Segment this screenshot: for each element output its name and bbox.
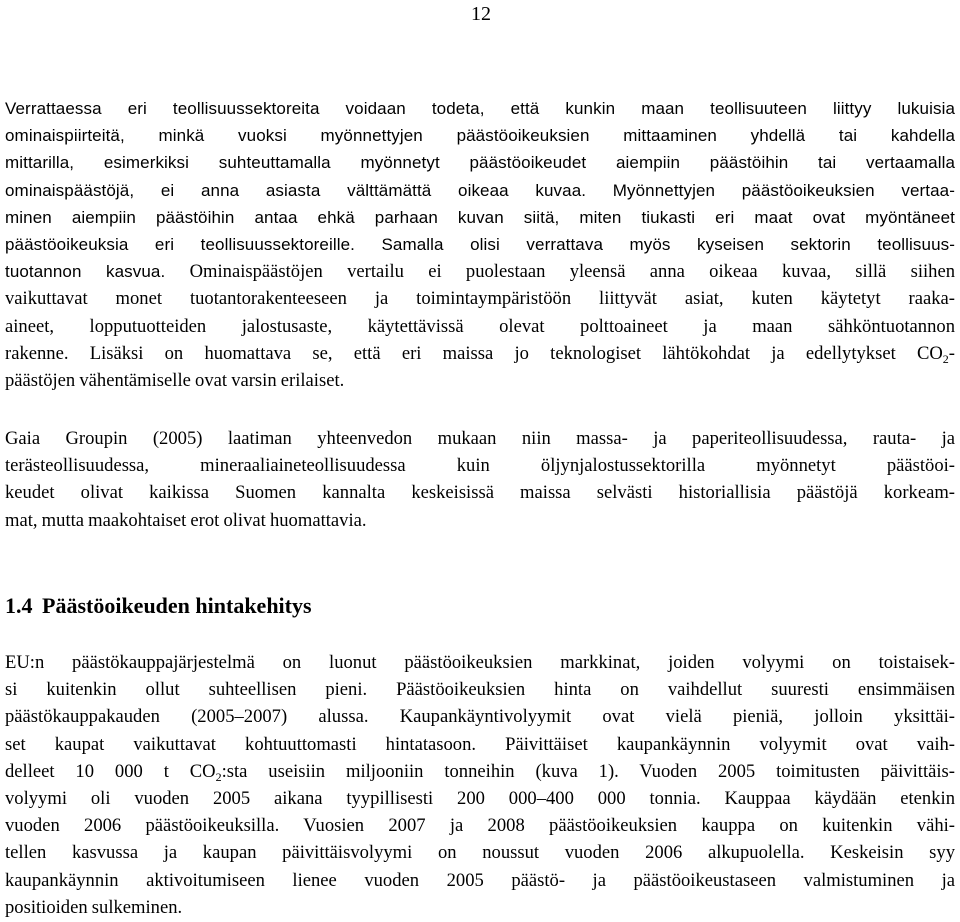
paragraph-line [5, 122, 955, 149]
paragraph-line [5, 507, 955, 534]
text-span: rakenne. Lisäksi on huomattava se, että eri maissa jo teknologiset lähtökohdat ja edellytykset CO [5, 342, 943, 364]
text-span: mittarilla, esimerkiksi suhteuttamalla myönnetyt päästöoikeudet aiempiin päästöihin tai vertaamalla [5, 153, 955, 173]
paragraph-line [5, 367, 955, 394]
text-span: ominaispäästöjä, ei anna asiasta välttämättä oikeaa kuvaa. [5, 180, 587, 200]
section-heading [5, 592, 312, 620]
text-span: päästöjen vähentämiselle ovat varsin erilaiset. [5, 369, 345, 391]
paragraph-line [5, 731, 955, 758]
text-span: EU:n päästökauppajärjestelmä on luonut päästöoikeuksien markkinat, joiden volyymi on toistaisek- [5, 652, 955, 673]
paragraph-line [5, 340, 955, 367]
paragraph-line [5, 758, 955, 785]
text-span: Gaia Groupin (2005) laatiman yhteenvedon mukaan niin massa- ja paperiteollisuudessa, rauta- ja [5, 428, 955, 449]
text-span: tellen kasvussa ja kaupan päivittäisvolyymi on noussut vuoden 2006 alkupuolella. Keskeisin syy [5, 842, 955, 864]
text-span: Verrattaessa eri teollisuussektoreita voidaan todeta, että kunkin maan teollisuuteen liittyy lukuisia [5, 99, 955, 118]
paragraph-3 [5, 649, 955, 921]
text-span: terästeollisuudessa, mineraaliaineteollisuudessa kuin öljynjalostussektorilla myönnetyt päästöoi- [5, 455, 955, 477]
paragraph-line [5, 204, 955, 231]
paragraph-line [5, 812, 955, 839]
text-span: - [948, 342, 955, 364]
page-number: 12 [471, 3, 491, 25]
paragraph-line [5, 285, 955, 312]
text-span: Ominaispäästöjen vertailu ei puolestaan yleensä anna oikeaa kuvaa, sillä siihen [165, 261, 956, 283]
paragraph-line [5, 231, 955, 258]
text-span: keudet olivat kaikissa Suomen kannalta keskeisissä maissa selvästi historiallisia päästöjä korkeam- [5, 482, 955, 504]
subscript: 2 [942, 351, 949, 366]
text-span: vaikuttavat monet tuotantorakenteeseen ja toimintaympäristöön liittyvät asiat, kuten käytetyt raaka- [5, 288, 955, 310]
paragraph-line [5, 785, 955, 812]
text-span: volyymi oli vuoden 2005 aikana tyypillisesti 200 000–400 000 tonnia. Kauppaa käydään etenkin [5, 787, 955, 809]
subscript: 2 [215, 769, 222, 784]
text-span: set kaupat vaikuttavat kohtuuttomasti hintatasoon. Päivittäiset kaupankäynnin volyymit ovat vaih- [5, 733, 955, 755]
paragraph-line [5, 479, 955, 506]
text-span: kaupankäynnin aktivoitumiseen lienee vuoden 2005 päästö- ja päästöoikeustaseen valmistuminen ja [5, 869, 955, 891]
text-span: delleet 10 000 t CO [5, 760, 216, 782]
paragraph-line [5, 676, 955, 703]
text-span: ominaispiirteitä, minkä vuoksi myönnettyjen päästöoikeuksien mittaaminen yhdellä tai kahdella [5, 126, 955, 146]
paragraph-line [5, 839, 955, 866]
paragraph-2 [5, 425, 955, 534]
paragraph-line [5, 703, 955, 730]
paragraph-line [5, 313, 955, 340]
paragraph-line [5, 258, 955, 285]
text-span: :sta useisiin miljooniin tonneihin (kuva 1). Vuoden 2005 toimitusten päivittäis- [221, 760, 955, 782]
text-span: si kuitenkin ollut suhteellisen pieni. Päästöoikeuksien hinta on vaihdellut suuresti ensimmäisen [5, 679, 955, 701]
paragraph-line [5, 95, 955, 122]
text-span: tuotannon kasvua. [5, 262, 166, 282]
text-span: aineet, lopputuotteiden jalostusaste, käytettävissä olevat polttoaineet ja maan sähköntuotannon [5, 315, 955, 337]
paragraph-1 [5, 95, 955, 394]
text-span: mat, mutta maakohtaiset erot olivat huomattavia. [5, 509, 367, 531]
text-span: positioiden sulkeminen. [5, 896, 183, 918]
paragraph-line [5, 425, 955, 452]
paragraph-line [5, 149, 955, 176]
paragraph-line [5, 177, 955, 204]
text-span: minen aiempiin päästöihin antaa ehkä parhaan kuvan siitä, miten tiukasti eri maat ovat myöntäneet [5, 207, 955, 227]
paragraph-line [5, 452, 955, 479]
paragraph-line [5, 894, 955, 921]
text-span: päästöoikeuksia eri teollisuussektoreille. [5, 234, 355, 254]
text-span: vuoden 2006 päästöoikeuksilla. Vuosien 2007 ja 2008 päästöoikeuksien kauppa on kuitenkin vähi- [5, 815, 955, 837]
text-span: päästökauppakauden (2005–2007) alussa. Kaupankäyntivolyymit ovat vielä pieniä, jolloin yksittäi- [5, 706, 955, 728]
paragraph-line [5, 649, 955, 676]
paragraph-line [5, 867, 955, 894]
text-span: Samalla olisi verrattava myös kyseisen sektorin teollisuus- [354, 234, 955, 254]
text-span: Myönnettyjen päästöoikeuksien vertaa- [586, 180, 955, 200]
section-title: Päästöoikeuden hintakehitys [42, 593, 312, 618]
section-number: 1.4 [5, 593, 33, 618]
